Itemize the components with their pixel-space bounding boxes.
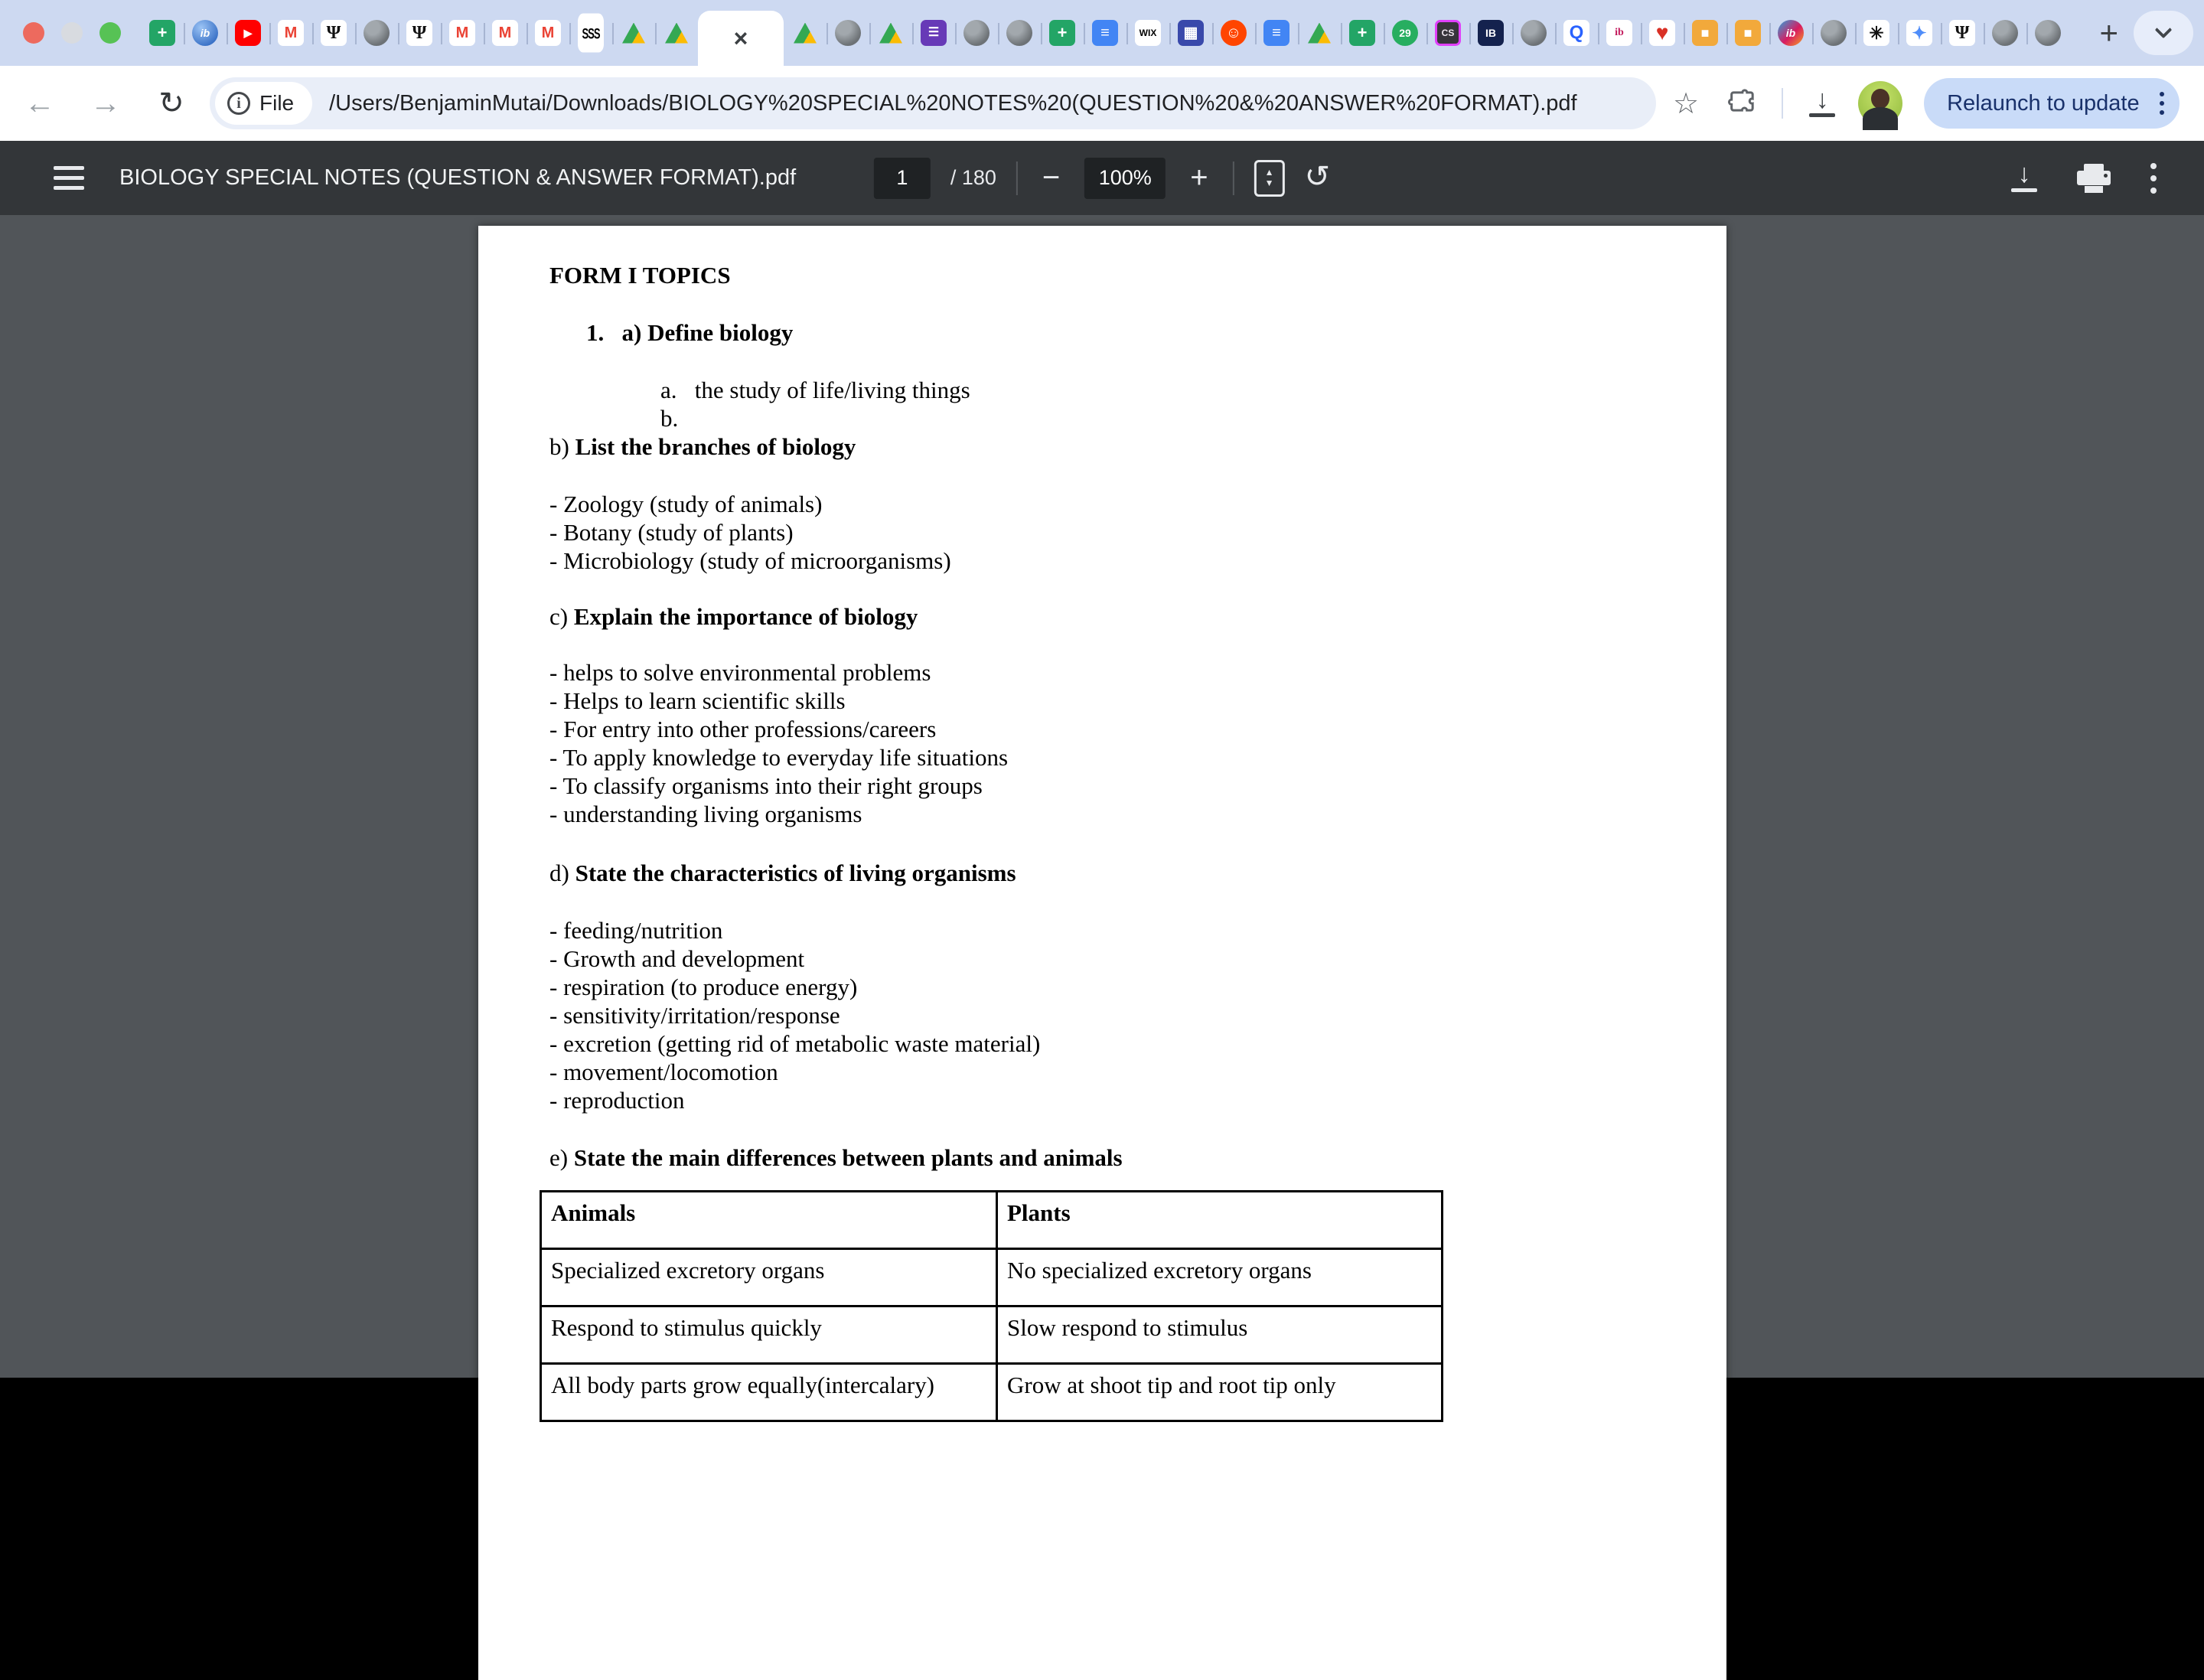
pdf-title: BIOLOGY SPECIAL NOTES (QUESTION & ANSWER FORMAT).pdf (119, 165, 797, 190)
tab-drive[interactable] (784, 0, 826, 66)
page-number-input[interactable]: 1 (874, 158, 931, 199)
tab-chat-29[interactable] (1384, 0, 1426, 66)
tab-docs[interactable] (1255, 0, 1298, 66)
cs-cafe-favicon: CS (1435, 20, 1461, 46)
youtube-favicon: ▶ (235, 20, 261, 46)
tab-cs-cafe[interactable] (1426, 0, 1469, 66)
doc-line: - respiration (to produce energy) (549, 974, 858, 1000)
doc-line: b. (660, 405, 679, 432)
download-icon: ↓ (1815, 84, 1829, 114)
address-bar[interactable] (210, 77, 1656, 129)
pdf-separator (1016, 161, 1018, 195)
tab-gmail[interactable] (484, 0, 527, 66)
globe-favicon (1992, 20, 2018, 46)
tab-globe[interactable] (1984, 0, 2026, 66)
table-cell: All body parts grow equally(intercalary) (541, 1364, 997, 1421)
tab-reddit[interactable] (1212, 0, 1255, 66)
gmail-favicon: M (535, 20, 561, 46)
amber-favicon: ■ (1692, 20, 1718, 46)
sheets-favicon: + (1349, 20, 1375, 46)
tab-globe[interactable] (1512, 0, 1555, 66)
table-row (541, 1192, 1443, 1249)
tab-globe[interactable] (355, 0, 398, 66)
new-tab-button[interactable]: + (2099, 15, 2118, 51)
pdf-viewport[interactable] (0, 215, 2204, 1398)
zoom-in-button[interactable]: + (1190, 161, 1208, 194)
tab-sheets[interactable] (141, 0, 184, 66)
doc-line: e) State the main differences between plants and animals (549, 1144, 1123, 1171)
tab-ib-pink[interactable] (1598, 0, 1641, 66)
ib-navy-favicon: IB (1478, 20, 1504, 46)
table-cell: No specialized excretory organs (997, 1249, 1443, 1306)
info-icon: i (227, 92, 250, 115)
relaunch-label: Relaunch to update (1947, 90, 2140, 116)
tab-sheets[interactable] (1341, 0, 1384, 66)
differences-table (540, 1190, 1443, 1422)
tab-bluebird[interactable] (1898, 0, 1941, 66)
doc-line: - To classify organisms into their right groups (549, 772, 983, 799)
ib-torch-favicon: Ψ (321, 20, 347, 46)
file-chip-label: File (259, 91, 295, 115)
bookmark-star-icon[interactable]: ☆ (1673, 87, 1700, 120)
tab-globe[interactable] (826, 0, 869, 66)
doc-line: a. the study of life/living things (660, 377, 970, 403)
table-header-cell: Animals (541, 1192, 997, 1249)
chat-29-favicon: 29 (1392, 20, 1418, 46)
pdf-page-controls (874, 141, 1330, 215)
tab-gmail[interactable] (527, 0, 569, 66)
profile-avatar[interactable] (1858, 81, 1902, 126)
doc-line: - movement/locomotion (549, 1059, 778, 1085)
toolbar-separator (1782, 88, 1783, 119)
relaunch-to-update-button[interactable] (1924, 78, 2180, 129)
wix-favicon: WIX (1135, 20, 1161, 46)
rotate-button[interactable]: ↺ (1304, 159, 1331, 194)
ib-torch-favicon: Ψ (1949, 20, 1975, 46)
tab-drive[interactable] (1298, 0, 1341, 66)
table-header-cell: Plants (997, 1192, 1443, 1249)
tab-drive[interactable] (869, 0, 912, 66)
tab-quora[interactable] (1555, 0, 1598, 66)
table-cell: Respond to stimulus quickly (541, 1306, 997, 1364)
minimize-window-button[interactable] (61, 22, 83, 44)
drive-favicon (622, 23, 645, 44)
gmail-favicon: M (449, 20, 475, 46)
zoom-out-button[interactable]: − (1042, 161, 1061, 194)
tab-globe[interactable] (998, 0, 1041, 66)
pdf-page (478, 226, 1726, 1680)
pdf-more-options-icon[interactable] (2150, 163, 2157, 194)
tab-globe[interactable] (955, 0, 998, 66)
pdf-toolbar (0, 141, 2204, 215)
globe-favicon (364, 20, 390, 46)
ib-sphere-favicon: ib (192, 20, 218, 46)
page-total-label: / 180 (950, 166, 996, 189)
table-row (541, 1364, 1443, 1421)
sheets-favicon: + (1049, 20, 1075, 46)
doc-line: - Growth and development (549, 945, 805, 972)
pdf-download-button[interactable] (2011, 159, 2037, 191)
globe-favicon (2035, 20, 2061, 46)
reload-button[interactable]: ↻ (158, 86, 184, 120)
pdf-right-controls (2011, 159, 2157, 194)
doc-line: - sensitivity/irritation/response (549, 1002, 840, 1029)
extensions-icon[interactable] (1726, 88, 1757, 119)
fit-to-page-button[interactable]: ▲ ▼ (1254, 160, 1285, 197)
tab-amber[interactable] (1726, 0, 1769, 66)
browser-toolbar (0, 66, 2204, 141)
doc-line: - helps to solve environmental problems (549, 659, 931, 686)
table-row (541, 1306, 1443, 1364)
doc-line: - excretion (getting rid of metabolic waste material) (549, 1030, 1041, 1057)
gmail-favicon: M (278, 20, 304, 46)
drive-favicon (1308, 23, 1331, 44)
tab-ib-gradient[interactable] (1769, 0, 1812, 66)
drive-favicon (794, 23, 817, 44)
tab-gmail[interactable] (441, 0, 484, 66)
forms-favicon: ☰ (921, 20, 947, 46)
tab-ib-torch[interactable] (1941, 0, 1984, 66)
table-cell: Slow respond to stimulus (997, 1306, 1443, 1364)
table-row (541, 1249, 1443, 1306)
table-cell: Specialized excretory organs (541, 1249, 997, 1306)
downloads-button[interactable] (1809, 84, 1835, 117)
tab-youtube[interactable] (227, 0, 269, 66)
tab-ib-torch[interactable] (312, 0, 355, 66)
doc-line: FORM I TOPICS (549, 262, 731, 289)
tab-sss[interactable] (569, 0, 612, 66)
tab-wix[interactable] (1126, 0, 1169, 66)
zoom-window-button[interactable] (99, 22, 121, 44)
tab-heart[interactable] (1641, 0, 1684, 66)
globe-favicon (1521, 20, 1547, 46)
ib-torch-favicon: Ψ (406, 20, 432, 46)
globe-favicon (835, 20, 861, 46)
drive-favicon (665, 23, 688, 44)
tab-globe[interactable] (2026, 0, 2069, 66)
pdf-menu-icon[interactable] (54, 166, 84, 190)
tab-drive[interactable] (612, 0, 655, 66)
active-pdf-tab[interactable] (698, 11, 784, 66)
quora-favicon: Q (1563, 20, 1589, 46)
doc-line: - Helps to learn scientific skills (549, 687, 846, 714)
tab-forms[interactable] (912, 0, 955, 66)
pdf-separator (1233, 161, 1234, 195)
browser-menu-icon[interactable] (2157, 89, 2167, 118)
ib-gradient-favicon: ib (1778, 20, 1804, 46)
doc-line: - Botany (study of plants) (549, 519, 794, 546)
doc-line: - reproduction (549, 1087, 685, 1114)
tab-amber[interactable] (1684, 0, 1726, 66)
tab-search-button[interactable] (2134, 11, 2193, 55)
chevron-down-icon (2155, 21, 2173, 39)
table-cell: Grow at shoot tip and root tip only (997, 1364, 1443, 1421)
ib-pink-favicon: ib (1606, 20, 1632, 46)
gmail-favicon: M (492, 20, 518, 46)
tab-docs[interactable] (1084, 0, 1126, 66)
bluebird-favicon: ✦ (1906, 20, 1932, 46)
doc-line: 1. a) Define biology (586, 319, 794, 346)
download-icon: ↓ (2017, 159, 2031, 189)
tabs-container (141, 0, 2092, 66)
close-window-button[interactable] (23, 22, 44, 44)
tab-openai[interactable] (1855, 0, 1898, 66)
doc-line: c) Explain the importance of biology (549, 603, 918, 630)
doc-line: - feeding/nutrition (549, 917, 723, 944)
traffic-lights (23, 22, 121, 44)
zoom-level-value[interactable]: 100% (1084, 158, 1166, 199)
tab-drive[interactable] (655, 0, 698, 66)
close-tab-icon[interactable]: × (733, 24, 748, 52)
tab-globe[interactable] (1812, 0, 1855, 66)
doc-line: d) State the characteristics of living organisms (549, 860, 1016, 886)
doc-line: - understanding living organisms (549, 801, 862, 827)
openai-favicon: ✳ (1863, 20, 1889, 46)
tab-grid[interactable] (1169, 0, 1212, 66)
tab-sheets[interactable] (1041, 0, 1084, 66)
heart-favicon: ♥ (1649, 20, 1675, 46)
pdf-print-button[interactable] (2077, 164, 2111, 193)
docs-favicon: ≡ (1263, 20, 1289, 46)
reddit-favicon: ☺ (1221, 20, 1247, 46)
forward-button[interactable]: → (90, 86, 121, 120)
globe-favicon (963, 20, 990, 46)
doc-line: b) List the branches of biology (549, 433, 856, 460)
globe-favicon (1006, 20, 1032, 46)
doc-line: - Zoology (study of animals) (549, 491, 823, 517)
sheets-favicon: + (149, 20, 175, 46)
back-button[interactable]: ← (24, 86, 55, 120)
amber-favicon: ■ (1735, 20, 1761, 46)
tab-gmail[interactable] (269, 0, 312, 66)
site-info-chip[interactable] (215, 82, 312, 125)
tab-ib-torch[interactable] (398, 0, 441, 66)
doc-line: - Microbiology (study of microorganisms) (549, 547, 951, 574)
doc-line: - For entry into other professions/careers (549, 716, 937, 742)
tab-ib-navy[interactable] (1469, 0, 1512, 66)
docs-favicon: ≡ (1092, 20, 1118, 46)
tab-strip (0, 0, 2204, 66)
tab-ib-sphere[interactable] (184, 0, 227, 66)
drive-favicon (879, 23, 902, 44)
doc-line: - To apply knowledge to everyday life situations (549, 744, 1009, 771)
sss-favicon: SSS (578, 14, 604, 53)
globe-favicon (1821, 20, 1847, 46)
grid-favicon: ▦ (1178, 20, 1204, 46)
url-text[interactable]: /Users/BenjaminMutai/Downloads/BIOLOGY%20SPECIAL%20NOTES%20(QUESTION%20&%20ANSWER%20FORMAT).pdf (329, 90, 1577, 116)
